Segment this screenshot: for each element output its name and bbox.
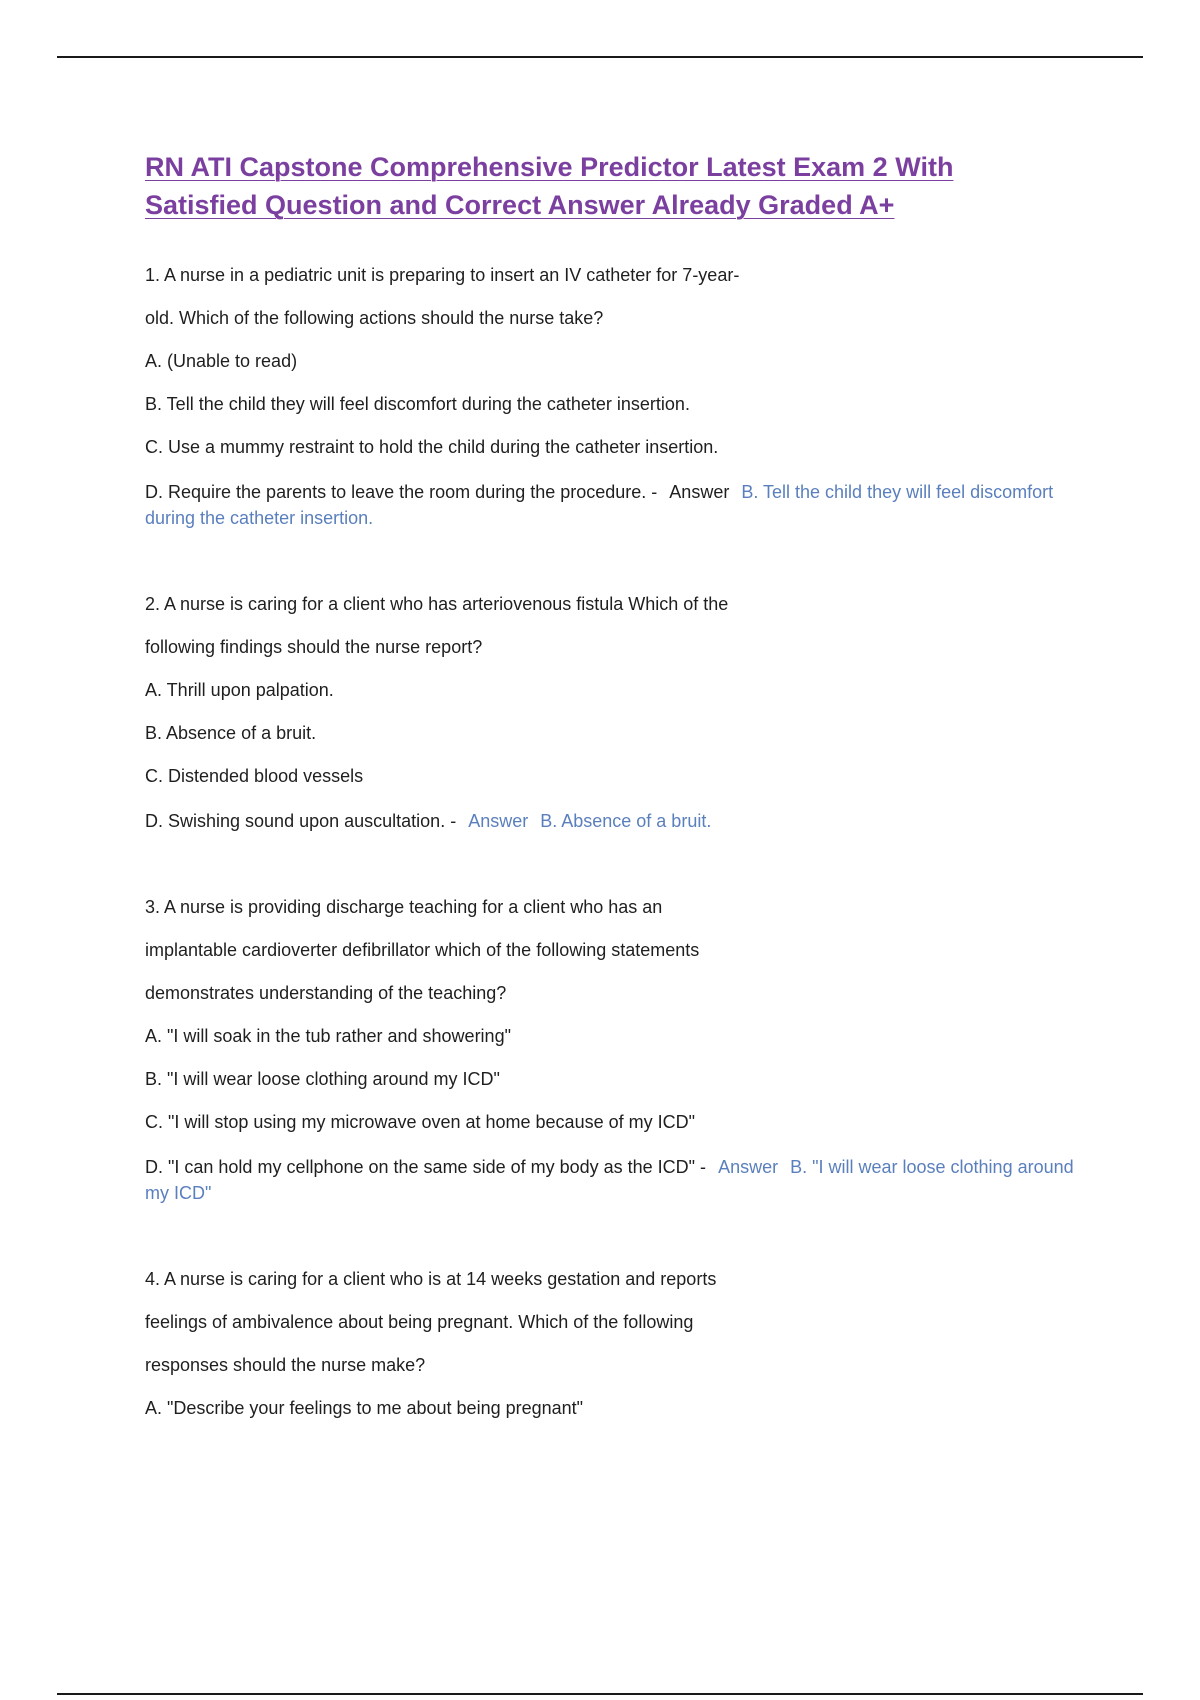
option-d-with-answer — [145, 808, 1085, 834]
question-4 — [145, 1268, 1085, 1419]
option-d: D. Require the parents to leave the room during the procedure. - — [145, 482, 658, 502]
answer-text: B. Absence of a bruit. — [540, 811, 712, 831]
question-stem-line: responses should the nurse make? — [145, 1355, 426, 1375]
option-c: C. "I will stop using my microwave oven at home because of my ICD" — [145, 1112, 695, 1132]
question-1 — [145, 264, 1085, 531]
option-b: B. Tell the child they will feel discomfort during the catheter insertion. — [145, 394, 690, 414]
option-c: C. Use a mummy restraint to hold the child during the catheter insertion. — [145, 437, 719, 457]
option-a: A. Thrill upon palpation. — [145, 680, 334, 700]
answer-label: Answer — [718, 1157, 779, 1177]
option-b: B. Absence of a bruit. — [145, 723, 317, 743]
option-d: D. "I can hold my cellphone on the same side of my body as the ICD" - — [145, 1157, 707, 1177]
option-a: A. "Describe your feelings to me about being pregnant" — [145, 1398, 584, 1418]
document-body — [145, 148, 1085, 1481]
top-rule — [57, 56, 1143, 58]
option-c: C. Distended blood vessels — [145, 766, 364, 786]
option-d: D. Swishing sound upon auscultation. - — [145, 811, 457, 831]
question-stem-line: 1. A nurse in a pediatric unit is preparing to insert an IV catheter for 7-year- — [145, 265, 740, 285]
question-stem-line: demonstrates understanding of the teaching? — [145, 983, 507, 1003]
answer-text: B. Tell the child they will feel discomfort during the catheter insertion. — [145, 482, 1054, 528]
question-stem-line: 4. A nurse is caring for a client who is at 14 weeks gestation and reports — [145, 1269, 717, 1289]
question-stem-line: feelings of ambivalence about being pregnant. Which of the following — [145, 1312, 694, 1332]
document-title — [145, 148, 1085, 224]
option-b: B. "I will wear loose clothing around my ICD" — [145, 1069, 500, 1089]
title-line-2: Satisfied Question and Correct Answer Already Graded A+ — [145, 190, 895, 220]
question-stem-line: implantable cardioverter defibrillator which of the following statements — [145, 940, 700, 960]
option-a: A. "I will soak in the tub rather and showering" — [145, 1026, 511, 1046]
option-d-with-answer — [145, 479, 1085, 531]
answer-label: Answer — [468, 811, 529, 831]
option-a: A. (Unable to read) — [145, 351, 298, 371]
option-d-with-answer — [145, 1154, 1085, 1206]
question-3 — [145, 896, 1085, 1206]
title-line-1: RN ATI Capstone Comprehensive Predictor Latest Exam 2 With — [145, 152, 954, 182]
answer-label: Answer — [669, 482, 730, 502]
question-stem-line: old. Which of the following actions should the nurse take? — [145, 308, 604, 328]
answer-text: B. "I will wear loose clothing around my ICD" — [145, 1157, 1074, 1203]
bottom-rule — [57, 1693, 1143, 1695]
question-2 — [145, 593, 1085, 834]
question-stem-line: 2. A nurse is caring for a client who has arteriovenous fistula Which of the — [145, 594, 729, 614]
question-stem-line: following findings should the nurse report? — [145, 637, 483, 657]
question-stem-line: 3. A nurse is providing discharge teaching for a client who has an — [145, 897, 663, 917]
